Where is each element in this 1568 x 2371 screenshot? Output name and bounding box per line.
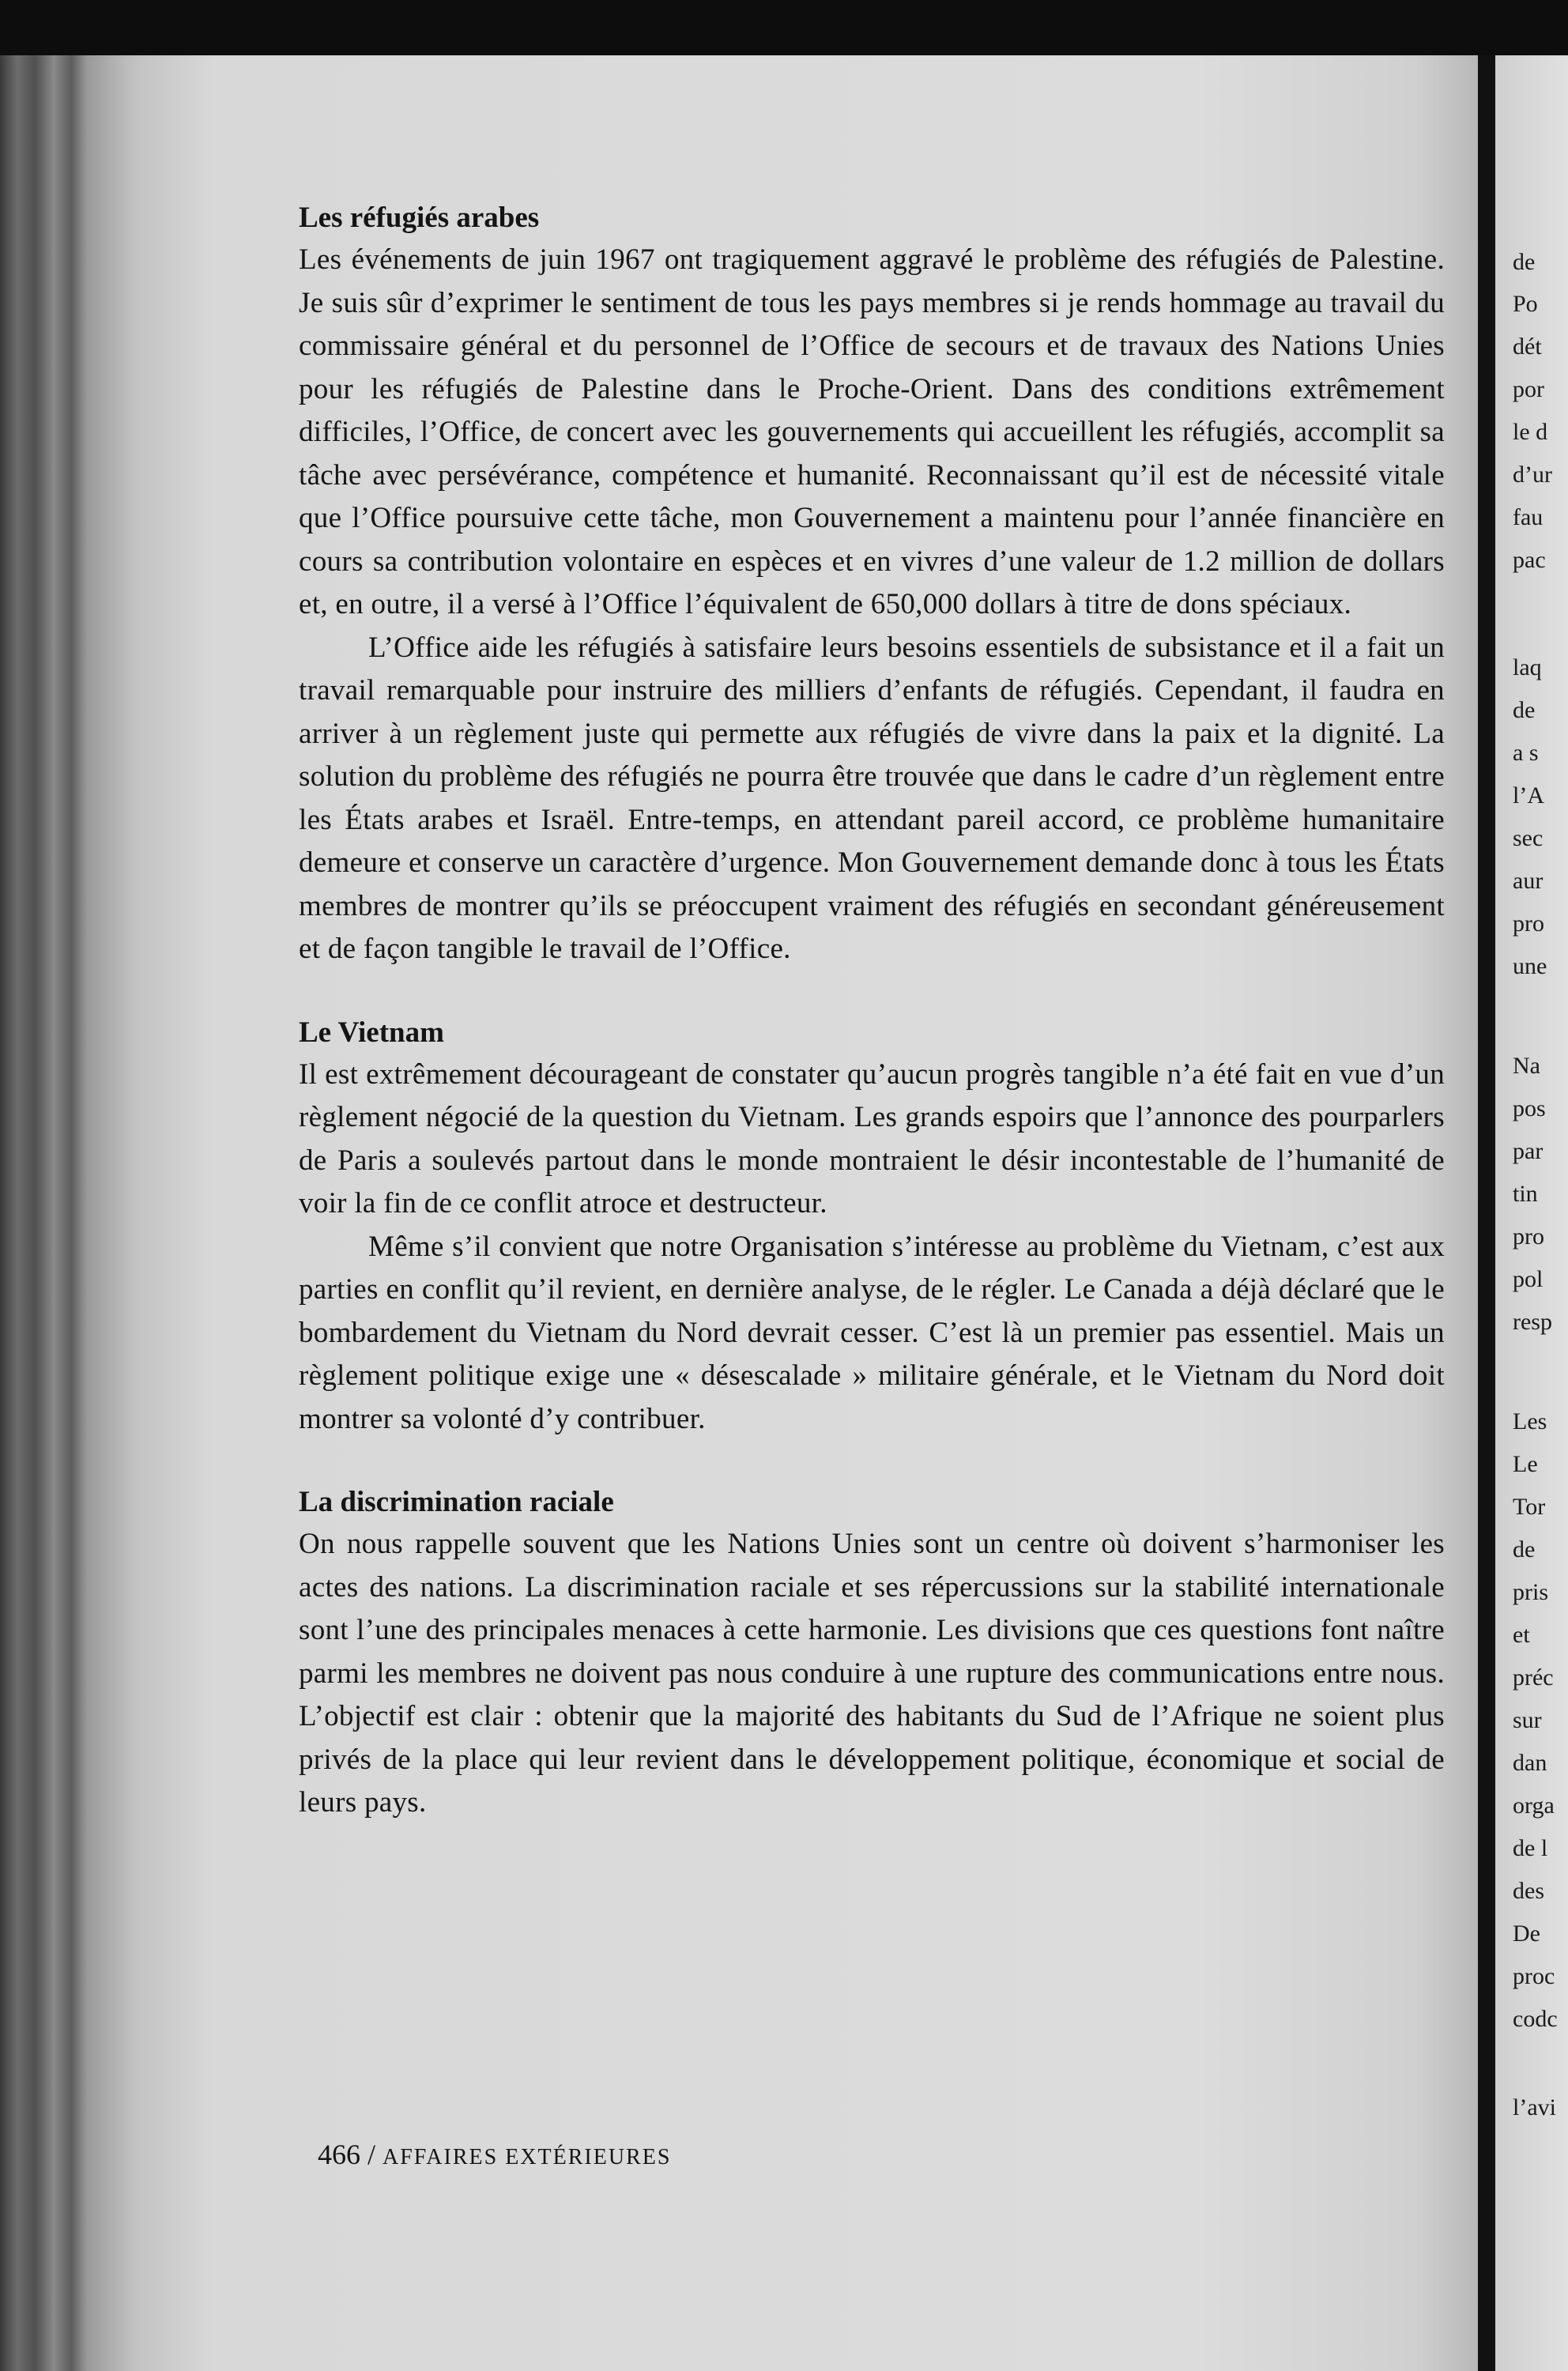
fragment-text: a s bbox=[1513, 740, 1539, 766]
page-footer bbox=[318, 2138, 671, 2171]
fragment-text: d’ur bbox=[1513, 462, 1552, 488]
fragment-text: Po bbox=[1513, 291, 1538, 317]
fragment-text: por bbox=[1513, 376, 1544, 402]
fragment-text: pris bbox=[1513, 1579, 1548, 1605]
fragment-text: pac bbox=[1513, 547, 1546, 573]
fragment-text: le d bbox=[1513, 419, 1548, 445]
fragment-text: l’A bbox=[1513, 782, 1544, 809]
fragment-text: laq bbox=[1513, 654, 1542, 680]
fragment-text: Les bbox=[1513, 1408, 1547, 1434]
fragment-text: de bbox=[1513, 1536, 1536, 1562]
fragment-text: codc bbox=[1513, 2006, 1558, 2032]
section-spacer bbox=[299, 971, 1445, 1012]
fragment-text: pro bbox=[1513, 910, 1544, 937]
fragment-text: sec bbox=[1513, 825, 1544, 851]
fragment-text: de bbox=[1513, 249, 1536, 275]
paragraph: Il est extrêmement décourageant de constater qu’aucun progrès tangible n’a été fait en vue d’un règlement négocié de la question du Vietnam. Les grands espoirs que l’annonce des pourparlers de Paris a soulevés partout dans le monde montraient le désir incontestable de l’humanité de voir la fin de ce conflit atroce et destructeur. bbox=[299, 1057, 1445, 1219]
paragraph: Les événements de juin 1967 ont tragiquement aggravé le problème des réfugiés de Palestine. Je suis sûr d’exprimer le sentiment de tous les pays membres si je rends hommage au travail du commissaire général et du personnel de l’Office de secours et de travaux des Nations Unies pour les réfugiés de Palestine dans le Proche-Orient. Dans des conditions extrêmement difficiles, l’Office, de concert avec les gouvernements qui accueillent les réfugiés, accomplit sa tâche avec persévérance, compétence et humanité. Reconnaissant qu’il est de nécessité vitale que l’Office poursuive cette tâche, mon Gouvernement a maintenu pour l’année financière en cours sa contribution volontaire en espèces et en vivres d’une valeur de 1.2 million de dollars et, en outre, il a versé à l’Office l’équivalent de 650,000 dollars à titre de dons spéciaux. bbox=[299, 243, 1445, 620]
section-heading: La discrimination raciale bbox=[299, 1486, 614, 1518]
fragment-text: et bbox=[1513, 1622, 1530, 1648]
fragment-text: Le bbox=[1513, 1451, 1538, 1477]
fragment-text: une bbox=[1513, 953, 1547, 979]
section-heading: Les réfugiés arabes bbox=[299, 202, 540, 234]
adjacent-page-edge bbox=[1495, 55, 1568, 2371]
fragment-text: Tor bbox=[1513, 1494, 1546, 1520]
fragment-text: de l bbox=[1513, 1835, 1548, 1861]
fragment-text: pos bbox=[1513, 1095, 1546, 1121]
paragraph: On nous rappelle souvent que les Nations Unies sont un centre où doivent s’harmoniser les actes des nations. La discrimination raciale et ses répercussions sur la stabilité internationale sont l’une des principales menaces à cette harmonie. Les divisions que ces questions font naître parmi les membres ne doivent pas nous conduire à une rupture des communications entre nous. L’objectif est clair : obtenir que la majorité des habitants du Sud de l’Afrique ne soient plus privés de la place qui leur revient dans le développement politique, économique et social de leurs pays. bbox=[299, 1528, 1445, 1819]
fragment-text: dét bbox=[1513, 334, 1542, 360]
paragraph: L’Office aide les réfugiés à satisfaire leurs besoins essentiels de subsistance et il a fait un travail remarquable pour instruire des milliers d’enfants de réfugiés. Cependant, il faudra en arriver à un règlement juste qui permette aux réfugiés de vivre dans la paix et la dignité. La solution du problème des réfugiés ne pourra être trouvée que dans le cadre d’un règlement entre les États arabes et Israël. Entre-temps, en attendant pareil accord, ce problème humanitaire demeure et conserve un caractère d’urgence. Mon Gouvernement demande donc à tous les États membres de montrer qu’ils se préoccupent vraiment des réfugiés en secondant généreusement et de façon tangible le travail de l’Office. bbox=[299, 631, 1445, 965]
fragment-text: pro bbox=[1513, 1223, 1544, 1250]
fragment-text: l’avi bbox=[1513, 2094, 1556, 2120]
fragment-text: des bbox=[1513, 1878, 1544, 1904]
fragment-text: Na bbox=[1513, 1053, 1540, 1079]
fragment-text: tin bbox=[1513, 1181, 1538, 1207]
fragment-text: de bbox=[1513, 697, 1536, 723]
page-gutter bbox=[1478, 55, 1495, 2371]
fragment-text: pol bbox=[1513, 1266, 1544, 1292]
text-column bbox=[299, 198, 1445, 1825]
section-spacer bbox=[299, 1441, 1445, 1482]
footer-separator: / bbox=[368, 2139, 376, 2170]
section-heading: Le Vietnam bbox=[299, 1016, 444, 1049]
fragment-text: préc bbox=[1513, 1664, 1554, 1691]
running-title: AFFAIRES EXTÉRIEURES bbox=[383, 2145, 672, 2169]
paragraph: Même s’il convient que notre Organisation s’intéresse au problème du Vietnam, c’est aux parties en conflit qu’il revient, en dernière analyse, de le régler. Le Canada a déjà déclaré que le bombardement du Vietnam du Nord devrait cesser. C’est là un premier pas essentiel. Mais un règlement politique exige une « désescalade » militaire générale, et le Vietnam du Nord doit montrer sa volonté d’y contribuer. bbox=[299, 1230, 1445, 1435]
fragment-text: fau bbox=[1513, 504, 1544, 530]
fragment-text: orga bbox=[1513, 1792, 1555, 1819]
fragment-text: dan bbox=[1513, 1750, 1547, 1776]
fragment-text: sur bbox=[1513, 1707, 1542, 1733]
fragment-text: resp bbox=[1513, 1309, 1552, 1335]
fragment-text: proc bbox=[1513, 1963, 1555, 1989]
fragment-text: aur bbox=[1513, 868, 1544, 894]
fragment-text: De bbox=[1513, 1921, 1540, 1947]
page-number: 466 bbox=[318, 2139, 360, 2170]
book-binding bbox=[0, 55, 87, 2371]
fragment-text: par bbox=[1513, 1138, 1544, 1164]
